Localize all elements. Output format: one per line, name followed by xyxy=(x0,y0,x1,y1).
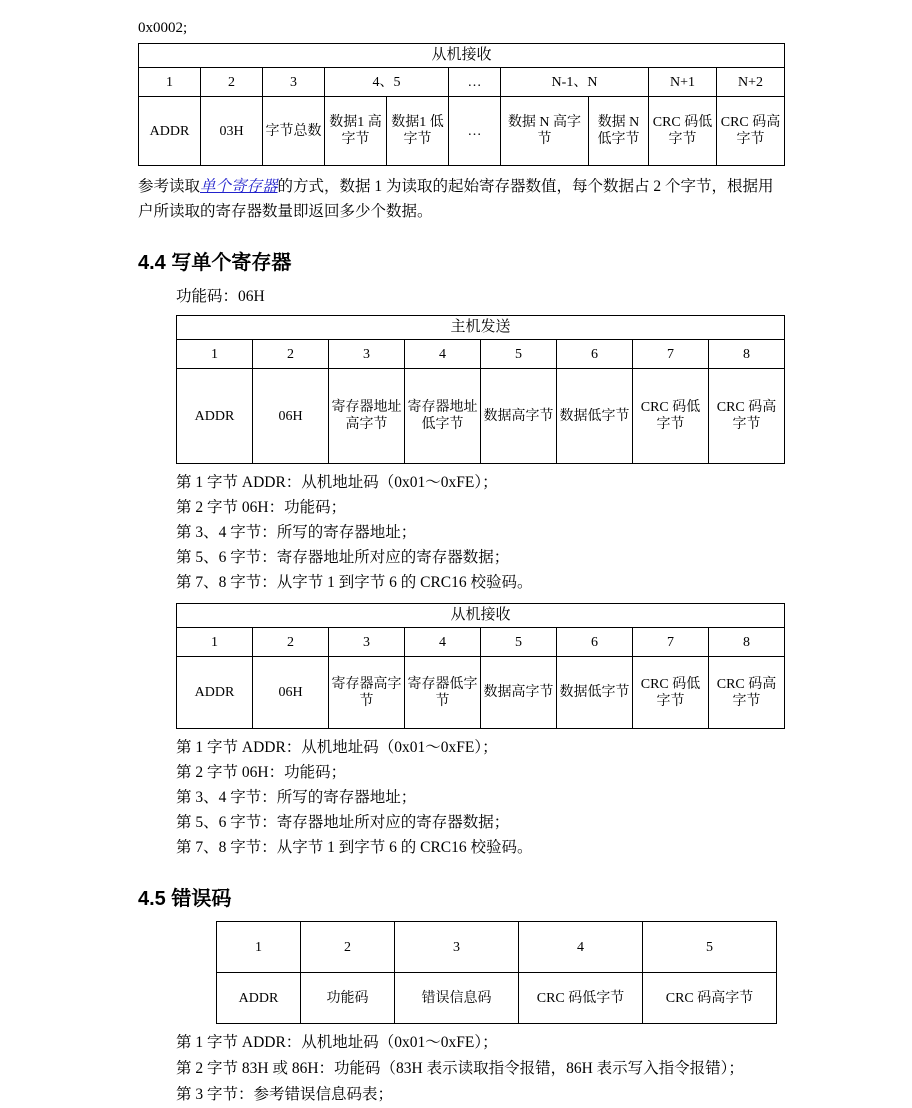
table-row xyxy=(217,973,777,1024)
col-header: N+2 xyxy=(717,68,785,97)
col-header: 4、5 xyxy=(325,68,449,97)
col-header: 7 xyxy=(633,628,709,657)
col-header: 4 xyxy=(405,628,481,657)
col-header: 3 xyxy=(329,628,405,657)
col-header: N+1 xyxy=(649,68,717,97)
para-text-before: 参考读取 xyxy=(138,178,201,195)
note-line: 第 1 字节 ADDR：从机地址码（0x01～0xFE）； xyxy=(176,739,498,756)
table-master-send xyxy=(176,315,785,464)
table-row xyxy=(177,657,785,729)
notes-slave-receive xyxy=(176,735,788,860)
note-line: 第 5、6 字节：寄存器地址所对应的寄存器数据； xyxy=(176,549,510,566)
cell-crc-lo: CRC 码低字节 xyxy=(633,657,709,729)
note-line: 第 3、4 字节：所写的寄存器地址； xyxy=(176,789,417,806)
cell-addr: ADDR xyxy=(177,657,253,729)
table-header-row xyxy=(177,340,785,369)
col-header: 2 xyxy=(253,340,329,369)
table-title-row xyxy=(177,316,785,340)
note3-after: ； xyxy=(377,1086,394,1103)
note-line: 第 1 字节 ADDR：从机地址码（0x01～0xFE）； xyxy=(176,474,498,491)
table-wrap-master-send xyxy=(176,315,788,464)
col-header: 4 xyxy=(519,922,643,973)
table-row xyxy=(139,97,785,166)
cell-error-info-code: 错误信息码 xyxy=(395,973,519,1024)
note-line-3 xyxy=(176,1082,788,1108)
notes-error-code xyxy=(176,1030,788,1108)
cell-addr: ADDR xyxy=(139,97,201,166)
cell-crc-lo: CRC 码低字节 xyxy=(519,973,643,1024)
col-header: 2 xyxy=(253,628,329,657)
table-slave-receive-single xyxy=(176,603,785,729)
table-header-row xyxy=(139,68,785,97)
table-header-row xyxy=(177,628,785,657)
table-error-code xyxy=(216,921,777,1024)
cell-ellipsis: … xyxy=(449,97,501,166)
col-header: 4 xyxy=(405,340,481,369)
cell-bytecount: 字节总数 xyxy=(263,97,325,166)
page-content xyxy=(138,18,788,1108)
cell-data-hi: 数据高字节 xyxy=(481,369,557,464)
cell-function-code: 功能码 xyxy=(301,973,395,1024)
col-header: 7 xyxy=(633,340,709,369)
cell-crc-hi: CRC 码高字节 xyxy=(717,97,785,166)
heading-4-5: 4.5 错误码 xyxy=(138,888,232,910)
col-header: 3 xyxy=(263,68,325,97)
link-single-register[interactable]: 单个寄存器 xyxy=(200,178,278,195)
table-wrap-slave-receive-single xyxy=(176,603,788,729)
note-line-2: 第 2 字节 83H 或 86H：功能码（83H 表示读取指令报错，86H 表示写入指令报错）； xyxy=(176,1060,744,1077)
link-error-info-table[interactable]: 错误信息码表 xyxy=(284,1086,378,1103)
cell-crc-lo: CRC 码低字节 xyxy=(633,369,709,464)
cell-data-hi: 数据高字节 xyxy=(481,657,557,729)
note-line: 第 2 字节 06H：功能码； xyxy=(176,499,347,516)
cell-func: 03H xyxy=(201,97,263,166)
table-title-row xyxy=(139,44,785,68)
cell-func: 06H xyxy=(253,369,329,464)
cell-reg-hi: 寄存器高字节 xyxy=(329,657,405,729)
col-header: 1 xyxy=(177,628,253,657)
cell-datan-lo: 数据 N 低字节 xyxy=(589,97,649,166)
col-header: 3 xyxy=(329,340,405,369)
cell-reg-addr-lo: 寄存器地址低字节 xyxy=(405,369,481,464)
col-header: 5 xyxy=(481,628,557,657)
table-slave-receive-multi xyxy=(138,43,785,166)
cell-func: 06H xyxy=(253,657,329,729)
cell-datan-hi: 数据 N 高字节 xyxy=(501,97,589,166)
table-title: 从机接收 xyxy=(139,44,785,68)
cell-data1-lo: 数据1 低字节 xyxy=(387,97,449,166)
cell-reg-lo: 寄存器低字节 xyxy=(405,657,481,729)
cell-data-lo: 数据低字节 xyxy=(557,369,633,464)
note-line: 第 7、8 字节：从字节 1 到字节 6 的 CRC16 校验码。 xyxy=(176,839,533,856)
top-code-text: 0x0002; xyxy=(138,20,188,36)
note-line: 第 5、6 字节：寄存器地址所对应的寄存器数据； xyxy=(176,814,510,831)
col-header: 2 xyxy=(301,922,395,973)
table-header-row xyxy=(217,922,777,973)
col-header: 8 xyxy=(709,340,785,369)
note3-before: 第 3 字节：参考 xyxy=(176,1086,285,1103)
table-title: 主机发送 xyxy=(177,316,785,340)
col-header: 1 xyxy=(217,922,301,973)
col-header: 6 xyxy=(557,628,633,657)
note-line: 第 3、4 字节：所写的寄存器地址； xyxy=(176,524,417,541)
col-header: 1 xyxy=(177,340,253,369)
notes-master-send xyxy=(176,470,788,595)
cell-crc-lo: CRC 码低字节 xyxy=(649,97,717,166)
cell-data-lo: 数据低字节 xyxy=(557,657,633,729)
col-header: 8 xyxy=(709,628,785,657)
cell-crc-hi: CRC 码高字节 xyxy=(643,973,777,1024)
cell-addr: ADDR xyxy=(177,369,253,464)
cell-addr: ADDR xyxy=(217,973,301,1024)
note-line: 第 1 字节 ADDR：从机地址码（0x01～0xFE）； xyxy=(176,1034,498,1051)
note-line: 第 7、8 字节：从字节 1 到字节 6 的 CRC16 校验码。 xyxy=(176,574,533,591)
note-line: 第 2 字节 06H：功能码； xyxy=(176,764,347,781)
col-header: 5 xyxy=(481,340,557,369)
table-row xyxy=(177,369,785,464)
cell-reg-addr-hi: 寄存器地址高字节 xyxy=(329,369,405,464)
cell-data1-hi: 数据1 高字节 xyxy=(325,97,387,166)
table-title: 从机接收 xyxy=(177,604,785,628)
col-header: … xyxy=(449,68,501,97)
cell-crc-hi: CRC 码高字节 xyxy=(709,369,785,464)
col-header: 5 xyxy=(643,922,777,973)
col-header: 3 xyxy=(395,922,519,973)
col-header: 2 xyxy=(201,68,263,97)
table-wrap-error-code xyxy=(216,921,788,1024)
col-header: 6 xyxy=(557,340,633,369)
paragraph-read-multi xyxy=(138,174,788,224)
function-code-4-4: 功能码：06H xyxy=(176,288,265,305)
cell-crc-hi: CRC 码高字节 xyxy=(709,657,785,729)
para-text-after: 的方式，数据 1 为读取的起始寄存器数值，每个数据占 2 个字节，根据用户所读取的寄存器数量即返回多少个数据。 xyxy=(138,178,774,220)
col-header: N-1、N xyxy=(501,68,649,97)
heading-4-4: 4.4 写单个寄存器 xyxy=(138,252,292,274)
table-title-row xyxy=(177,604,785,628)
col-header: 1 xyxy=(139,68,201,97)
